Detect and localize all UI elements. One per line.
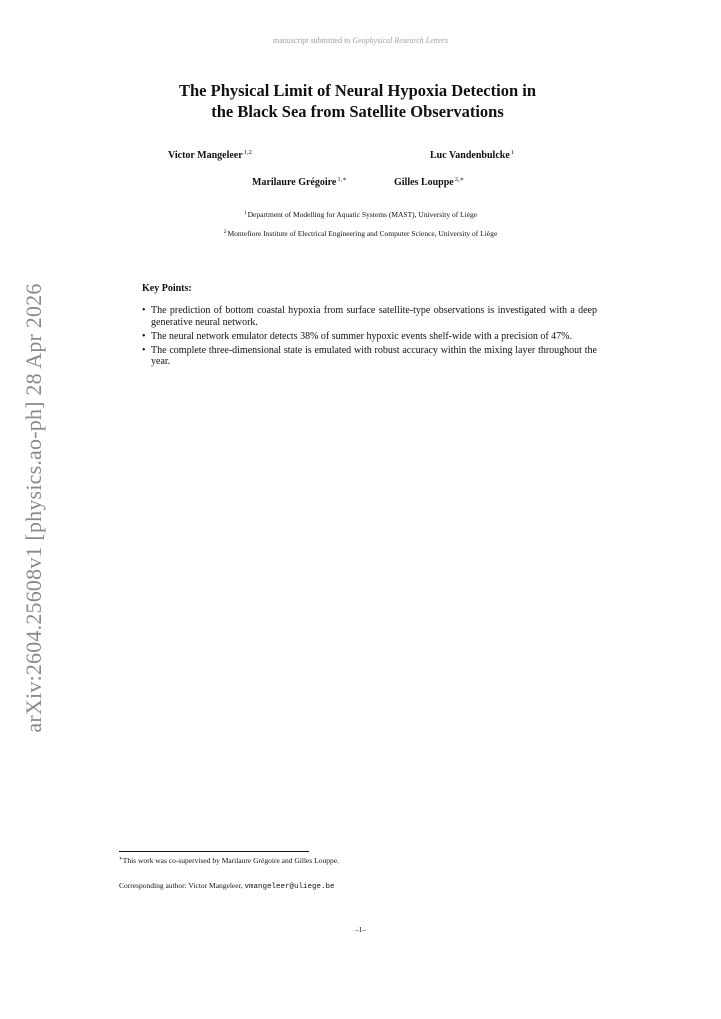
footnote-divider — [119, 851, 309, 852]
affiliation-text: Montefiore Institute of Electrical Engineering and Computer Science, University of Liège — [227, 229, 498, 238]
footnote — [119, 856, 339, 865]
bullet-icon: • — [142, 330, 146, 342]
header-prefix: manuscript submitted to — [272, 36, 351, 45]
author-affil-mark: 1 — [510, 149, 515, 156]
affiliation-2 — [0, 229, 721, 238]
author-affil-mark: 1,2 — [243, 149, 252, 156]
bullet-icon: • — [142, 305, 146, 316]
manuscript-header — [0, 36, 721, 45]
arxiv-identifier-stamp: arXiv:2604.25608v1 [physics.ao-ph] 28 Apr 2026 — [21, 283, 46, 733]
author-name: Marilaure Grégoire — [252, 177, 337, 188]
author-name: Victor Mangeleer — [168, 150, 243, 161]
key-point-text: The complete three-dimensional state is emulated with robust accuracy within the mixing layer throughout the year. — [151, 344, 597, 367]
key-points-heading: Key Points: — [142, 283, 192, 294]
footnote-mark: ∗ — [119, 856, 123, 862]
author-affil-mark: 2,∗ — [454, 176, 465, 183]
key-points-list — [142, 305, 597, 370]
corresponding-email-link[interactable]: vmangeleer@uliege.be — [244, 883, 335, 891]
corresponding-label: Corresponding author: Victor Mangeleer, — [119, 881, 243, 890]
key-point-item — [142, 331, 597, 343]
title-line-1: The Physical Limit of Neural Hypoxia Detection in — [178, 81, 537, 100]
bullet-icon: • — [142, 344, 146, 356]
author-1 — [168, 149, 252, 161]
journal-name: Geophysical Research Letters — [352, 36, 448, 45]
affiliation-text: Department of Modelling for Aquatic Systems (MAST), University of Liège — [247, 210, 478, 219]
corresponding-author — [119, 881, 335, 891]
key-point-item — [142, 305, 597, 328]
title-line-2: the Black Sea from Satellite Observations — [211, 102, 504, 121]
affiliation-mark: 1 — [243, 210, 247, 216]
author-4 — [394, 175, 464, 188]
key-point-text: The prediction of bottom coastal hypoxia from surface satellite-type observations is investigated with a deep generative neural network. — [151, 305, 597, 328]
affiliation-mark: 2 — [223, 229, 227, 235]
author-name: Luc Vandenbulcke — [430, 150, 510, 161]
author-name: Gilles Louppe — [394, 177, 454, 188]
page-number: –1– — [354, 925, 367, 934]
key-point-text: The neural network emulator detects 38% of summer hypoxic events shelf-wide with a precision of 47%. — [151, 330, 572, 342]
author-3 — [252, 175, 347, 188]
paper-title — [120, 80, 595, 122]
affiliation-1 — [0, 210, 721, 219]
footnote-text: This work was co-supervised by Marilaure Grégoire and Gilles Louppe. — [122, 856, 339, 865]
author-affil-mark: 1,∗ — [337, 176, 347, 183]
key-point-item — [142, 345, 597, 368]
author-2 — [430, 149, 514, 161]
